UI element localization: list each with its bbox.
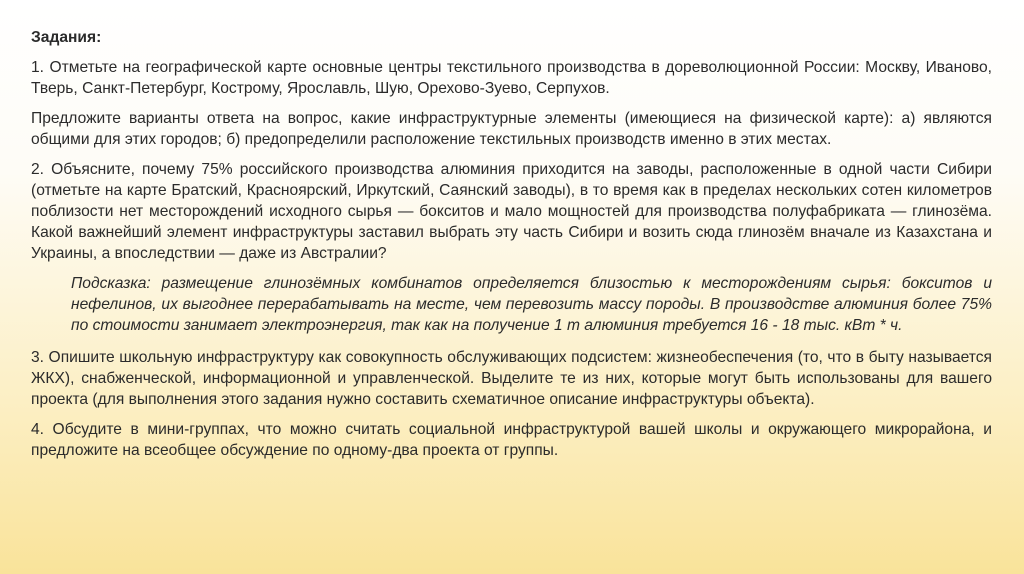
task-3: 3. Опишите школьную инфраструктуру как совокупность обслуживающих подсистем: жизнеобеспечения (то, что в быту называется ЖКХ), снабженческой, информационной и управленческой. Выделите те из них, которые могут быть использованы для вашего проекта (для выполнения этого задания нужно составить схематичное описание инфраструктуры объекта). [31, 349, 992, 408]
task-1: 1. Отметьте на географической карте основные центры текстильного производства в дореволюционной России: Москву, Иваново, Тверь, Санкт-Петербург, Кострому, Ярославль, Шую, Орехово-Зуево, Серпухов. [31, 59, 992, 97]
task-1-question: Предложите варианты ответа на вопрос, какие инфраструктурные элементы (имеющиеся на физической карте): а) являются общими для этих городов; б) предопределили расположение текстильных производств именно в этих местах. [31, 110, 992, 148]
task-2-hint: Подсказка: размещение глинозёмных комбинатов определяется близостью к месторождениям сырья: бокситов и нефелинов, их выгоднее перерабатывать на месте, чем перевозить массу породы. В производстве алюминия более 75% по стоимости занимает электроэнергия, так как на получение 1 т алюминия требуется 16 - 18 тыс. кВт * ч. [71, 275, 992, 334]
tasks-heading: Задания: [31, 29, 102, 46]
task-4: 4. Обсудите в мини-группах, что можно считать социальной инфраструктурой вашей школы и окружающего микрорайона, и предложите на всеобщее обсуждение по одному-два проекта от группы. [31, 421, 992, 459]
slide-content [31, 27, 992, 470]
task-2: 2. Объясните, почему 75% российского производства алюминия приходится на заводы, расположенные в одной части Сибири (отметьте на карте Братский, Красноярский, Иркутский, Саянский заводы), в то время как в пределах нескольких сотен километров поблизости нет месторождений исходного сырья — бокситов и мало мощностей для производства полуфабриката — глинозёма. Какой важнейший элемент инфраструктуры заставил выбрать эту часть Сибири и возить сюда глинозём вначале из Казахстана и Украины, а впоследствии — даже из Австралии? [31, 161, 992, 262]
